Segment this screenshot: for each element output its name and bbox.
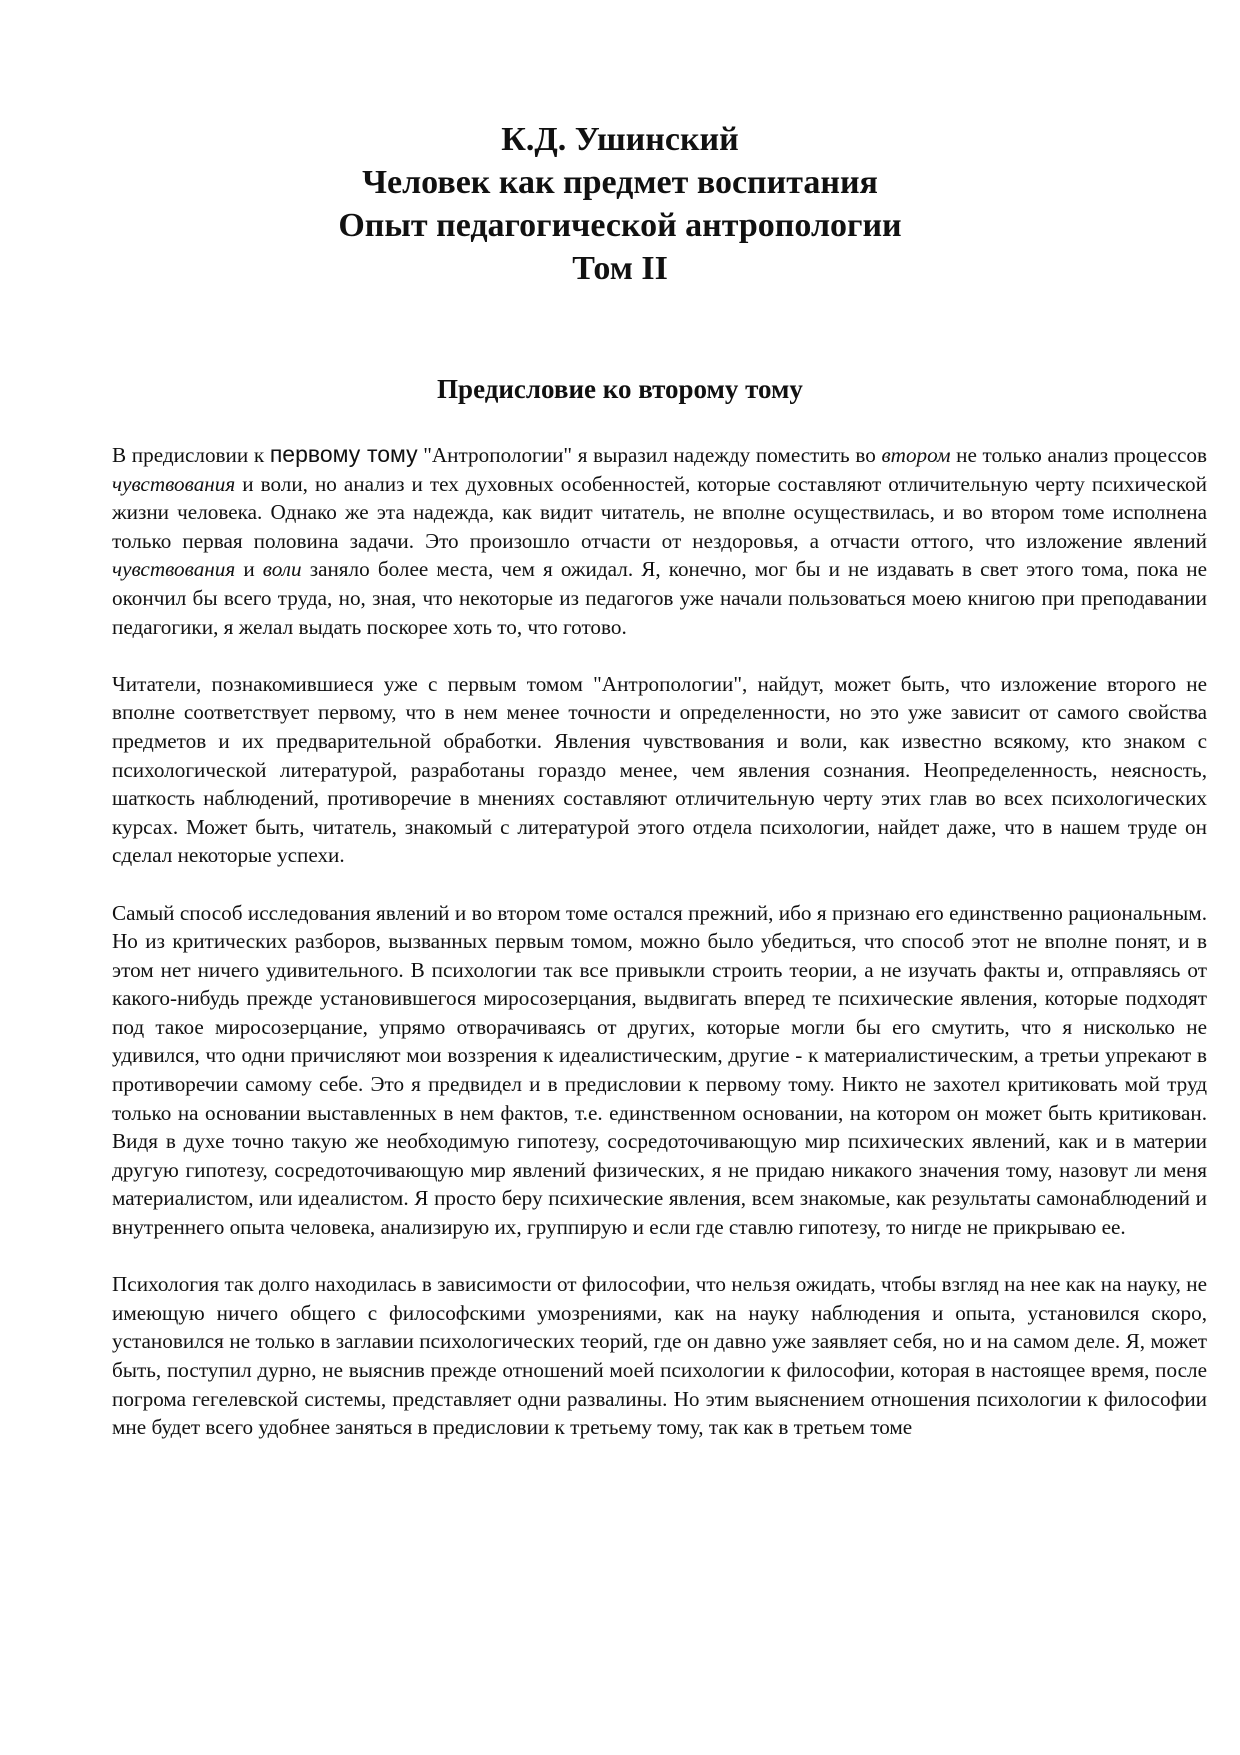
paragraph-1-emphasis-vtorom: втором bbox=[881, 443, 951, 467]
paragraph-1-emphasis-chuvstvovaniya-2: чувствования bbox=[112, 557, 236, 582]
book-title: Человек как предмет воспитания bbox=[362, 164, 878, 201]
paragraph-1-part-k: заняло более места, чем я ожидал. Я, конечно, мог бы и не издавать в свет этого тома, пока не окончил бы всего труда, но, зная, что некоторые из педагогов уже начали пользоваться моею книгою при преподавании педагогики, я желал выдать поскорее хоть то, что готово. bbox=[112, 557, 1207, 639]
paragraph-2: Читатели, познакомившиеся уже с первым томом "Антропологии", найдут, может быть, что изложение второго не вполне соответствует первому, что в нем менее точности и определенности, но это уже зависит от самого свойства предметов и их предварительной обработки. Явления чувствования и воли, как известно всякому, кто знаком с психологической литературой, разработаны гораздо менее, чем явления сознания. Неопределенность, неясность, шаткость наблюдений, противоречие в мнениях составляют отличительную черту этих глав во всех психологических курсах. Может быть, читатель, знакомый с литературой этого отдела психологии, найдет даже, что в нашем труде он сделал некоторые успехи. bbox=[112, 671, 1207, 868]
paragraph-1-part-i: и bbox=[235, 557, 263, 582]
paragraph-1-emphasis-voli: воли bbox=[262, 557, 302, 582]
body-text bbox=[112, 440, 1207, 1470]
paragraph-1-emphasis-chuvstvovaniya: чувствования bbox=[112, 471, 236, 496]
paragraph-1-part-a: В предисловии к bbox=[112, 443, 270, 467]
volume-label: Том II bbox=[572, 250, 668, 287]
paragraph-3: Самый способ исследования явлений и во втором томе остался прежний, ибо я признаю его единственно рациональным. Но из критических разборов, вызванных первым томом, можно было убедиться, что способ этот не вполне понят, и в этом нет ничего удивительного. В психологии так все привыкли строить теории, а не изучать факты и, отправляясь от какого-нибудь прежде установившегося миросозерцания, выдвигать вперед те психические явления, которые подходят под такое миросозерцание, упрямо отворачиваясь от других, которые могли бы его смутить, что я нисколько не удивился, что одни причисляют мои воззрения к идеалистическим, другие - к материалистическим, а третьи упрекают в противоречии самому себе. Это я предвидел и в предисловии к первому тому. Никто не захотел критиковать мой труд только на основании выставленных в нем фактов, т.е. единственном основании, на котором он может быть критикован. Видя в духе точно такую же необходимую гипотезу, сосредоточивающую мир психических явлений, как и в материи другую гипотезу, сосредоточивающую мир явлений физических, я не придаю никакого значения тому, назовут ли меня материалистом, или идеалистом. Я просто беру психические явления, всем знакомые, как результаты самонаблюдений и внутреннего опыта человека, анализирую их, группирую и если где ставлю гипотезу, то нигде не прикрываю ее. bbox=[112, 900, 1207, 1240]
paragraph-4: Психология так долго находилась в зависимости от философии, что нельзя ожидать, чтобы взгляд на нее как на науку, не имеющую ничего общего с философскими умозрениями, как на науку наблюдения и опыта, установился скоро, установился не только в заглавии психологических теорий, где он давно уже заявляет себя, но и на самом деле. Я, может быть, поступил дурно, не выяснив прежде отношений моей психологии к философии, которая в настоящее время, после погрома гегелевской системы, представляет одни развалины. Но этим выяснением отношения психологии к философии мне будет всего удобнее заняться в предисловии к третьему тому, так как в третьем томе bbox=[112, 1272, 1207, 1440]
paragraph-1-part-c: "Антропологии" я выразил надежду поместить во bbox=[417, 443, 882, 467]
paragraph-1-part-g: и воли, но анализ и тех духовных особенностей, которые составляют отличительную черту психической жизни человека. Однако же эта надежда, как видит читатель, не вполне осуществилась, и во втором томе исполнена только первая половина задачи. Это произошло отчасти от нездоровья, а отчасти оттого, что изложение явлений bbox=[112, 471, 1207, 553]
book-subtitle: Опыт педагогической антропологии bbox=[338, 207, 902, 244]
section-title: Предисловие ко второму тому bbox=[437, 374, 803, 404]
title-block bbox=[0, 118, 1240, 290]
paragraph-1-part-e: не только анализ процессов bbox=[950, 443, 1207, 467]
author-name: К.Д. Ушинский bbox=[501, 121, 739, 158]
paragraph-1-part-b: первому тому bbox=[269, 441, 418, 467]
paragraph-1 bbox=[112, 440, 1207, 641]
